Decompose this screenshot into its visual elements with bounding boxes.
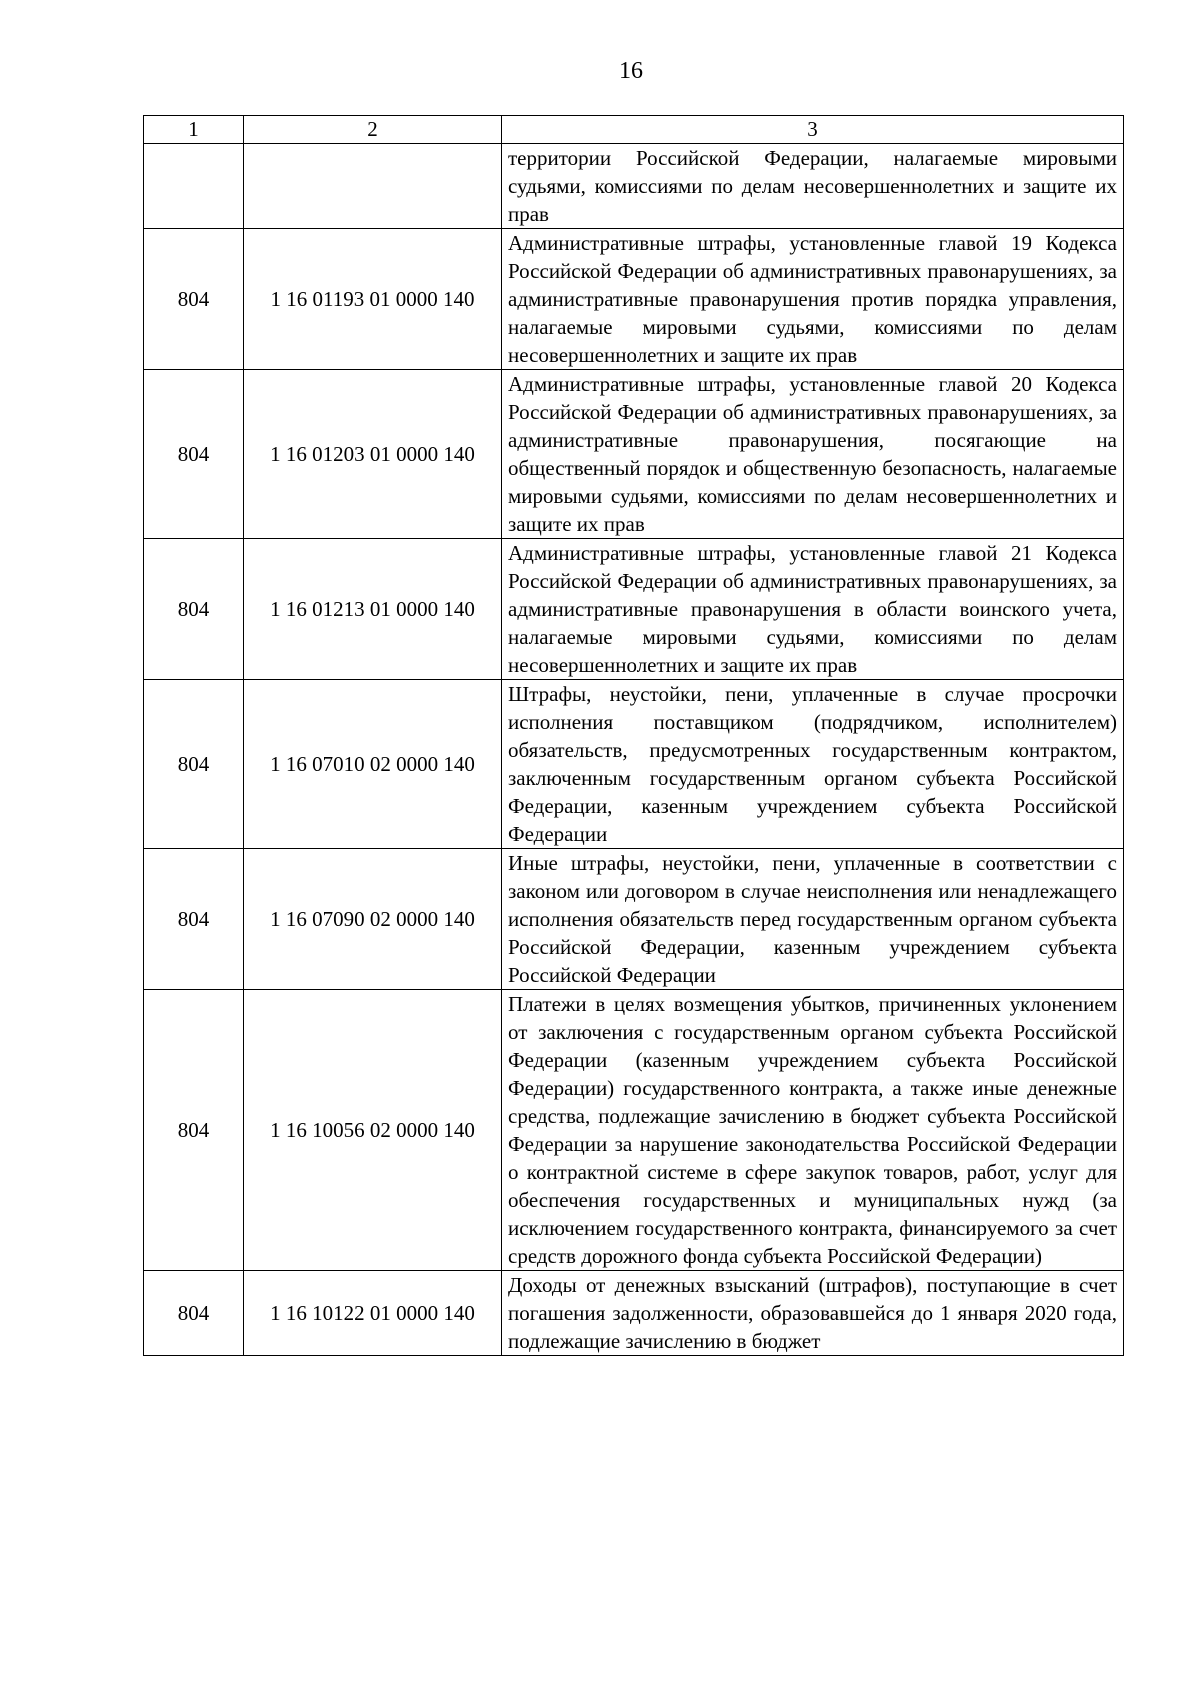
header-cell-2: 2 — [244, 116, 502, 144]
description-cell: Административные штрафы, установленные главой 20 Кодекса Российской Федерации об административных правонарушениях, за административные правонарушения, посягающие на общественный порядок и общественную безопасность, налагаемые мировыми судьями, комиссиями по делам несовершеннолетних и защите их прав — [502, 370, 1124, 539]
description-cell: Штрафы, неустойки, пени, уплаченные в случае просрочки исполнения поставщиком (подрядчиком, исполнителем) обязательств, предусмотренных государственным контрактом, заключенным государственным органом субъекта Российской Федерации, казенным учреждением субъекта Российской Федерации — [502, 680, 1124, 849]
admin-code-cell: 804 — [144, 370, 244, 539]
revenue-code-cell: 1 16 10122 01 0000 140 — [244, 1271, 502, 1356]
table-row — [144, 370, 1124, 539]
description-cell: Иные штрафы, неустойки, пени, уплаченные в соответствии с законом или договором в случае неисполнения или ненадлежащего исполнения обязательств перед государственным органом субъекта Российской Федерации, казенным учреждением субъекта Российской Федерации — [502, 849, 1124, 990]
admin-code-cell: 804 — [144, 229, 244, 370]
admin-code-cell — [144, 144, 244, 229]
header-row — [144, 116, 1124, 144]
page-number: 16 — [619, 58, 643, 84]
table-row — [144, 229, 1124, 370]
header-cell-1: 1 — [144, 116, 244, 144]
description-cell: Административные штрафы, установленные главой 19 Кодекса Российской Федерации об административных правонарушениях, за административные правонарушения против порядка управления, налагаемые мировыми судьями, комиссиями по делам несовершеннолетних и защите их прав — [502, 229, 1124, 370]
revenue-code-cell: 1 16 07010 02 0000 140 — [244, 680, 502, 849]
description-cell: Административные штрафы, установленные главой 21 Кодекса Российской Федерации об административных правонарушениях, за административные правонарушения в области воинского учета, налагаемые мировыми судьями, комиссиями по делам несовершеннолетних и защите их прав — [502, 539, 1124, 680]
admin-code-cell: 804 — [144, 1271, 244, 1356]
description-cell: Доходы от денежных взысканий (штрафов), поступающие в счет погашения задолженности, образовавшейся до 1 января 2020 года, подлежащие зачислению в бюджет — [502, 1271, 1124, 1356]
revenue-code-cell: 1 16 10056 02 0000 140 — [244, 990, 502, 1271]
table-row — [144, 1271, 1124, 1356]
header-cell-3: 3 — [502, 116, 1124, 144]
revenue-code-cell: 1 16 01213 01 0000 140 — [244, 539, 502, 680]
table-row — [144, 680, 1124, 849]
table-row — [144, 849, 1124, 990]
revenue-code-cell: 1 16 07090 02 0000 140 — [244, 849, 502, 990]
revenue-code-cell — [244, 144, 502, 229]
revenue-code-cell: 1 16 01193 01 0000 140 — [244, 229, 502, 370]
revenue-code-cell: 1 16 01203 01 0000 140 — [244, 370, 502, 539]
admin-code-cell: 804 — [144, 849, 244, 990]
admin-code-cell: 804 — [144, 680, 244, 849]
table-row — [144, 144, 1124, 229]
table-row — [144, 990, 1124, 1271]
description-cell: территории Российской Федерации, налагаемые мировыми судьями, комиссиями по делам несовершеннолетних и защите их прав — [502, 144, 1124, 229]
admin-code-cell: 804 — [144, 539, 244, 680]
admin-code-cell: 804 — [144, 990, 244, 1271]
revenue-codes-table — [143, 115, 1124, 1356]
table-row — [144, 539, 1124, 680]
description-cell: Платежи в целях возмещения убытков, причиненных уклонением от заключения с государственным органом субъекта Российской Федерации (казенным учреждением субъекта Российской Федерации) государственного контракта, а также иные денежные средства, подлежащие зачислению в бюджет субъекта Российской Федерации за нарушение законодательства Российской Федерации о контрактной системе в сфере закупок товаров, работ, услуг для обеспечения государственных и муниципальных нужд (за исключением государственного контракта, финансируемого за счет средств дорожного фонда субъекта Российской Федерации) — [502, 990, 1124, 1271]
